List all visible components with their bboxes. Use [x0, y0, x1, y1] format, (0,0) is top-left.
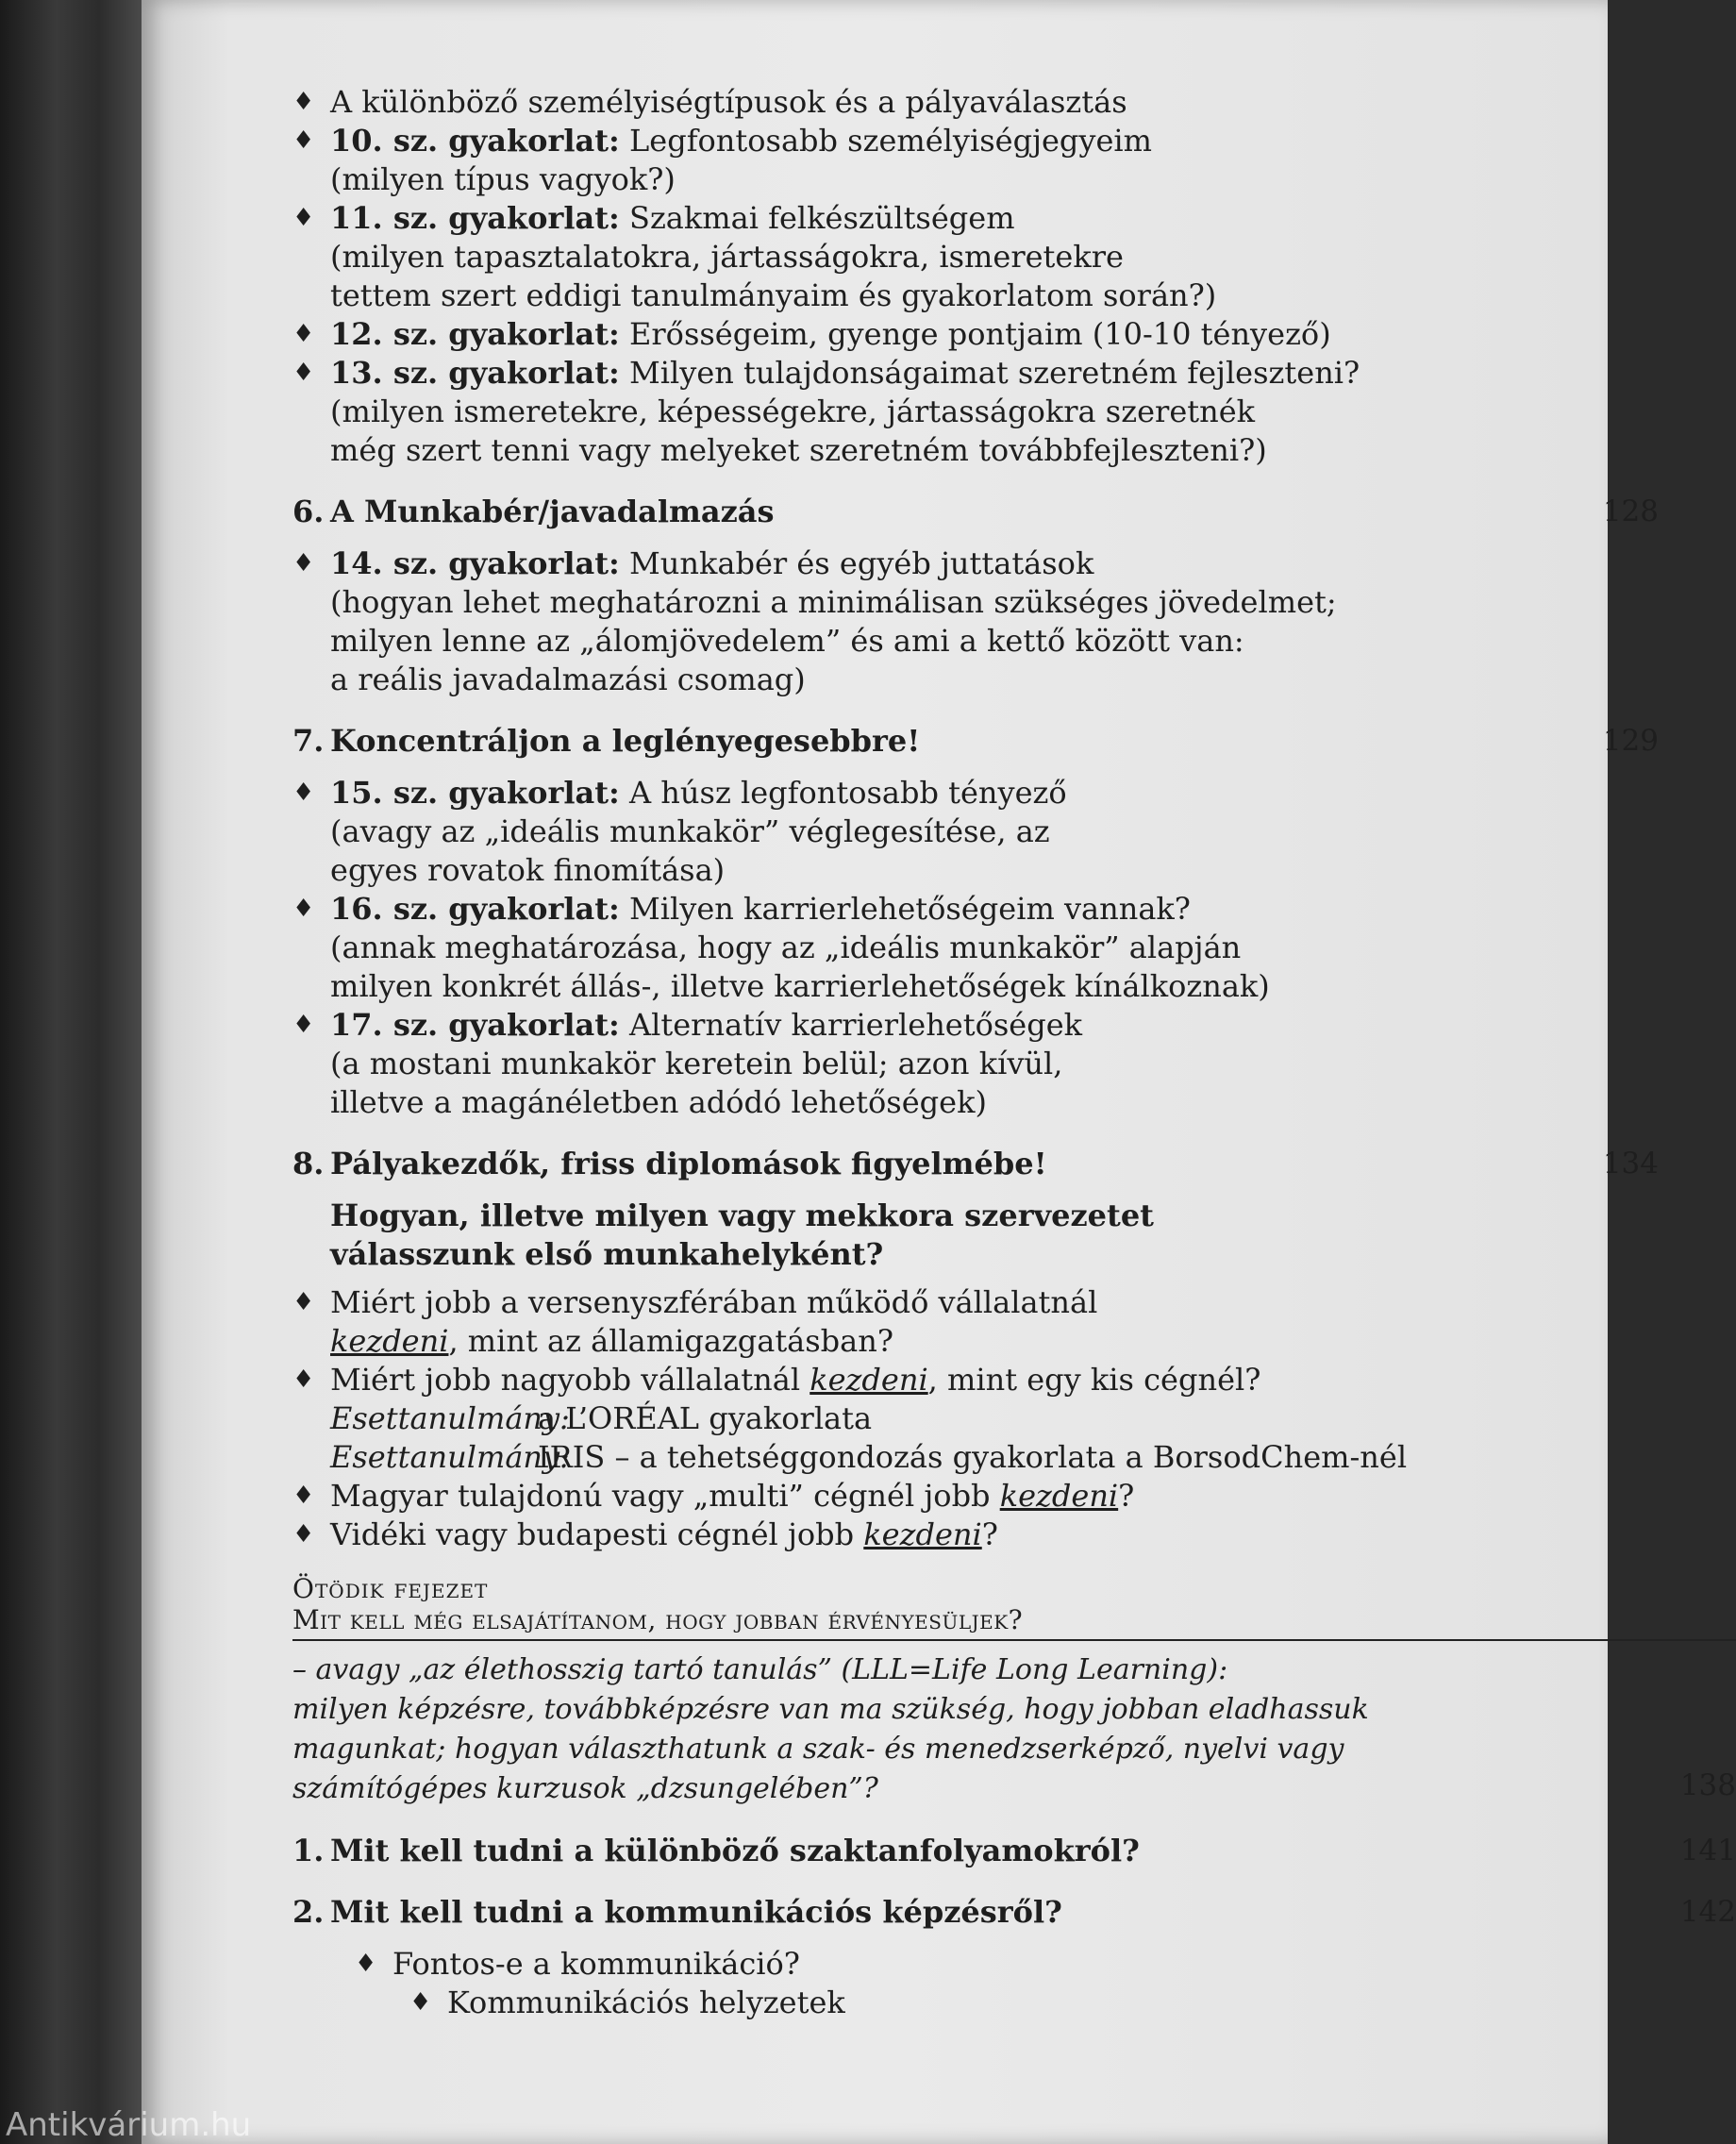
- item-text: [330, 774, 1661, 812]
- chapter-section-1: [292, 1832, 1736, 1870]
- item-line-text: tettem szert eddigi tanulmányaim és gyakorlatom során?): [330, 277, 1217, 313]
- item-line-text: (hogyan lehet meghatározni a minimálisan szükséges jövedelmet;: [330, 584, 1337, 620]
- page-number: 134: [1602, 1147, 1659, 1181]
- item-line-text: illetve a magánéletben adódó lehetőségek): [330, 1084, 987, 1120]
- item-text-rest: , mint az államigazgatásban?: [448, 1323, 893, 1359]
- section-number: 8.: [292, 1146, 325, 1181]
- list-item: [292, 1516, 1661, 1554]
- item-line-text: A húsz legfontosabb tényező: [629, 775, 1067, 811]
- item-line-text: Legfontosabb személyiségjegyeim: [629, 123, 1152, 159]
- diamond-bullet-icon: ♦: [292, 895, 315, 923]
- item-text: [330, 199, 1661, 238]
- item-text: [330, 851, 1661, 890]
- item-line-text: Munkabér és egyéb juttatások: [629, 545, 1094, 581]
- case-study-text: IRIS – a tehetséggondozás gyakorlata a BorsodChem-nél: [538, 1439, 1408, 1475]
- item-text: [330, 160, 1661, 199]
- diamond-bullet-icon: ♦: [292, 549, 315, 578]
- case-study-label: Esettanulmány:: [330, 1400, 570, 1436]
- exercise-label: 15. sz. gyakorlat:: [330, 775, 620, 811]
- diamond-bullet-icon: ♦: [292, 779, 315, 807]
- item-text: [330, 1477, 1661, 1516]
- item-text-pre: Miért jobb nagyobb vállalatnál: [330, 1362, 810, 1398]
- section-heading-6: [292, 493, 1661, 531]
- page-number: 142: [1679, 1895, 1736, 1929]
- item-text-pre: Vidéki vagy budapesti cégnél jobb: [330, 1516, 864, 1552]
- diamond-bullet-icon: ♦: [292, 126, 315, 155]
- item-text: [330, 622, 1661, 661]
- item-text: [330, 544, 1661, 583]
- page-number: 138: [1679, 1768, 1736, 1802]
- item-text: [330, 122, 1661, 160]
- list-item: [292, 1477, 1661, 1516]
- item-line-text: egyes rovatok finomítása): [330, 852, 726, 888]
- diamond-bullet-icon: ♦: [292, 1365, 315, 1394]
- item-text: Fontos-e a kommunikáció?: [392, 1946, 800, 1982]
- exercise-list-1: [292, 83, 1661, 470]
- item-text: [330, 393, 1661, 431]
- exercise-label: 11. sz. gyakorlat:: [330, 200, 620, 236]
- exercise-label: 10. sz. gyakorlat:: [330, 123, 620, 159]
- diamond-bullet-icon: ♦: [292, 204, 315, 232]
- list-item: [292, 1984, 1661, 2022]
- item-text: Kommunikációs helyzetek: [447, 1985, 845, 2020]
- list-item: [292, 83, 1661, 122]
- item-text: [330, 967, 1661, 1006]
- section-heading-7: [292, 722, 1661, 761]
- item-text: [330, 354, 1661, 393]
- list-item: [292, 1006, 1661, 1122]
- page-number: 128: [1602, 494, 1659, 528]
- list-item: [292, 122, 1661, 199]
- list-item: [292, 199, 1661, 315]
- exercise-label: 14. sz. gyakorlat:: [330, 545, 620, 581]
- case-study-label: Esettanulmány:: [330, 1439, 570, 1475]
- item-text: [330, 238, 1661, 276]
- diamond-bullet-icon: ♦: [292, 1288, 315, 1316]
- item-text: [330, 890, 1661, 929]
- description-line: milyen képzésre, továbbképzésre van ma szükség, hogy jobban eladhassuk: [292, 1693, 1369, 1726]
- table-of-contents: [292, 83, 1736, 2022]
- book-page: [142, 0, 1736, 2144]
- item-line-text: (milyen típus vagyok?): [330, 161, 676, 197]
- item-line-text: Milyen karrierlehetőségeim vannak?: [629, 891, 1191, 927]
- emphasized-word: kezdeni: [330, 1323, 449, 1359]
- item-line-text: (milyen ismeretekre, képességekre, jártasságokra szeretnék: [330, 394, 1256, 429]
- item-text: [330, 1045, 1661, 1083]
- list-item: [292, 544, 1661, 699]
- section-number: 7.: [292, 723, 325, 759]
- chapter-description: [292, 1650, 1736, 1809]
- description-line: magunkat; hogyan választhatunk a szak- és menedzserképző, nyelvi vagy: [292, 1733, 1344, 1766]
- diamond-bullet-icon: ♦: [355, 1950, 377, 1978]
- section-title: Mit kell tudni a kommunikációs képzésről?: [330, 1894, 1062, 1930]
- item-line-text: Alternatív karrierlehetőségek: [629, 1007, 1083, 1043]
- item-text: [330, 1006, 1661, 1045]
- diamond-bullet-icon: ♦: [292, 1520, 315, 1549]
- item-text: [330, 1083, 1661, 1122]
- item-text-rest: ?: [981, 1516, 998, 1552]
- section-title: Mit kell tudni a különböző szaktanfolyamokról?: [330, 1833, 1140, 1868]
- case-study: [330, 1399, 1661, 1438]
- diamond-bullet-icon: ♦: [292, 320, 315, 348]
- description-line: számítógépes kurzusok „dzsungelében”?: [292, 1772, 878, 1805]
- item-line-text: Szakmai felkészültségem: [629, 200, 1015, 236]
- item-text: Miért jobb a versenyszférában működő vállalatnál: [330, 1284, 1098, 1320]
- item-text: [330, 1361, 1661, 1399]
- section-title: Koncentráljon a leglényegesebbre!: [330, 723, 921, 759]
- diamond-bullet-icon: ♦: [292, 1011, 315, 1039]
- item-text: [330, 812, 1661, 851]
- item-line-text: még szert tenni vagy melyeket szeretném továbbfejleszteni?): [330, 432, 1267, 468]
- case-study-text: a L’ORÉAL gyakorlata: [538, 1400, 873, 1436]
- diamond-bullet-icon: ♦: [292, 359, 315, 387]
- item-line-text: (a mostani munkakör keretein belül; azon kívül,: [330, 1046, 1063, 1081]
- emphasized-word: kezdeni: [863, 1516, 982, 1552]
- list-item: [292, 890, 1661, 1006]
- chapter-section-2: [292, 1893, 1736, 1932]
- item-text: [330, 83, 1661, 122]
- item-line-text: Milyen tulajdonságaimat szeretném fejleszteni?: [629, 355, 1360, 391]
- item-text: [330, 276, 1661, 315]
- list-item: [292, 1361, 1661, 1477]
- list-item: [292, 315, 1661, 354]
- item-line-text: (annak meghatározása, hogy az „ideális munkakör” alapján: [330, 930, 1242, 965]
- item-text-rest: , mint egy kis cégnél?: [927, 1362, 1261, 1398]
- exercise-list-6: [292, 544, 1661, 699]
- section-title: A Munkabér/javadalmazás: [330, 494, 775, 529]
- subheading-line: válasszunk első munkahelyként?: [330, 1236, 884, 1272]
- diamond-bullet-icon: ♦: [409, 1988, 432, 2017]
- item-text-rest: ?: [1118, 1478, 1135, 1514]
- item-line-text: Erősségeim, gyenge pontjaim (10-10 tényező): [629, 316, 1331, 352]
- diamond-bullet-icon: ♦: [292, 88, 315, 116]
- page-number: 141: [1679, 1834, 1736, 1868]
- description-line: – avagy „az élethosszig tartó tanulás” (LLL=Life Long Learning):: [292, 1653, 1228, 1686]
- exercise-label: 13. sz. gyakorlat:: [330, 355, 620, 391]
- exercise-list-7: [292, 774, 1661, 1122]
- diamond-bullet-icon: ♦: [292, 1482, 315, 1510]
- case-study: [330, 1438, 1661, 1477]
- item-text-pre: Magyar tulajdonú vagy „multi” cégnél jobb: [330, 1478, 1000, 1514]
- item-text: [330, 315, 1661, 354]
- section-title: Pályakezdők, friss diplomások figyelmébe!: [330, 1146, 1047, 1181]
- section-heading-8: [292, 1145, 1661, 1183]
- section-number: 1.: [292, 1833, 325, 1868]
- exercise-label: 16. sz. gyakorlat:: [330, 891, 620, 927]
- emphasized-word: kezdeni: [999, 1478, 1119, 1514]
- item-line-text: (avagy az „ideális munkakör” véglegesítése, az: [330, 813, 1050, 849]
- chapter-label: Ötödik fejezet: [292, 1573, 489, 1604]
- list-item: [292, 354, 1661, 470]
- section-number: 2.: [292, 1894, 325, 1930]
- watermark-text: Antikvárium.hu: [6, 2106, 252, 2144]
- emphasized-word: kezdeni: [810, 1362, 928, 1398]
- list-item: [292, 774, 1661, 890]
- chapter-title: Mit kell még elsajátítanom, hogy jobban érvényesüljek?: [292, 1604, 1736, 1641]
- item-line-text: milyen lenne az „álomjövedelem” és ami a kettő között van:: [330, 623, 1244, 659]
- list-item: [292, 1283, 1661, 1361]
- section-8-subheading: [292, 1197, 1661, 1274]
- exercise-label: 12. sz. gyakorlat:: [330, 316, 620, 352]
- item-text: [330, 583, 1661, 622]
- exercise-label: 17. sz. gyakorlat:: [330, 1007, 620, 1043]
- item-text: [330, 1322, 1661, 1361]
- item-text: [330, 661, 1661, 699]
- item-line-text: (milyen tapasztalatokra, jártasságokra, ismeretekre: [330, 239, 1124, 275]
- item-line-text: A különböző személyiségtípusok és a pályaválasztás: [330, 84, 1127, 120]
- book-spine-shadow: [0, 0, 142, 2144]
- item-text: [330, 929, 1661, 967]
- item-line-text: a reális javadalmazási csomag): [330, 662, 806, 697]
- section-number: 6.: [292, 494, 325, 529]
- page-number: 129: [1602, 724, 1659, 758]
- subheading-line: Hogyan, illetve milyen vagy mekkora szervezetet: [330, 1198, 1154, 1233]
- item-text: [330, 1516, 1661, 1554]
- list-item: [292, 1945, 1661, 1984]
- item-text: [330, 431, 1661, 470]
- item-line-text: milyen konkrét állás-, illetve karrierlehetőségek kínálkoznak): [330, 968, 1270, 1004]
